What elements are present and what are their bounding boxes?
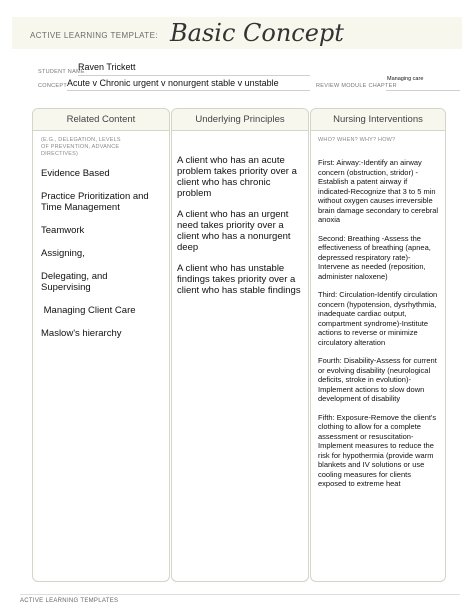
nursing-interventions-subtitle: WHO? WHEN? WHY? HOW? xyxy=(318,137,396,143)
template-kicker: ACTIVE LEARNING TEMPLATE: xyxy=(30,31,158,40)
student-name-label: STUDENT NAME xyxy=(38,69,85,75)
nursing-interventions-column xyxy=(310,108,446,582)
footer-text: ACTIVE LEARNING TEMPLATES xyxy=(20,598,119,604)
intervention-item: Fifth: Exposure-Remove the client's clothing to allow for a complete assessment or resuscitation-Implement measures to reduce the risk for hypothermia (provide warm blankets and IV solutions or use cooling measures for clients exposed to extreme heat xyxy=(318,412,437,488)
footer-divider xyxy=(20,594,460,595)
concept-label: CONCEPT xyxy=(38,83,67,89)
related-item: Practice Prioritization and Time Management xyxy=(41,191,149,213)
related-content-subtitle: (E.G., DELEGATION, LEVELS OF PREVENTION, ADVANCE DIRECTIVES) xyxy=(41,137,121,157)
related-item: Managing Client Care xyxy=(41,305,136,316)
template-title: Basic Concept xyxy=(170,19,344,47)
concept-underline xyxy=(67,90,310,91)
nursing-interventions-header: Nursing Interventions xyxy=(311,109,445,131)
intervention-item: Third: Circulation-Identify circulation concern (hypotension, dysrhythmia, inadequate cardiac output, compartment syndrome)-Institute actions to reverse or minimize circulatory alteration xyxy=(318,290,438,347)
underlying-principles-column xyxy=(171,108,309,582)
related-content-column xyxy=(32,108,170,582)
principle-item: A client who has an acute problem takes priority over a client who has chronic problem xyxy=(177,155,297,199)
student-name-underline xyxy=(78,75,310,76)
review-module-value: Managing care xyxy=(387,76,424,82)
intervention-item: First: Airway:-Identify an airway concern (obstruction, stridor) -Establish a patent airway if indicated-Recognize that 3 to 5 min without oxygen causes irreversible brain damage secondary to cerebral anoxia xyxy=(318,158,439,224)
related-item: Evidence Based xyxy=(41,168,110,179)
template-header xyxy=(12,17,462,49)
review-module-underline xyxy=(386,90,460,91)
principle-item: A client who has an urgent need takes priority over a client who has a nonurgent deep xyxy=(177,209,291,253)
related-item: Delegating, and Supervising xyxy=(41,271,108,293)
principle-item: A client who has unstable findings takes priority over a client who has stable findings xyxy=(177,263,301,296)
concept-value: Acute v Chronic urgent v nonurgent stable v unstable xyxy=(67,78,279,88)
student-name-value: Raven Trickett xyxy=(78,62,136,72)
related-item: Assigning, xyxy=(41,248,85,259)
related-content-header: Related Content xyxy=(33,109,169,131)
related-item: Maslow's hierarchy xyxy=(41,328,122,339)
review-module-label: REVIEW MODULE CHAPTER xyxy=(316,83,397,89)
intervention-item: Second: Breathing -Assess the effectiveness of breathing (apnea, depressed respiratory rate)-Intervene as needed (reposition, administer naloxene) xyxy=(318,233,431,281)
intervention-item: Fourth: Disability-Assess for current or evolving disability (neurological deficits, stroke in evolution)-Implement actions to slow down development of disability xyxy=(318,356,437,403)
underlying-principles-header: Underlying Principles xyxy=(172,109,308,131)
related-item: Teamwork xyxy=(41,225,85,236)
